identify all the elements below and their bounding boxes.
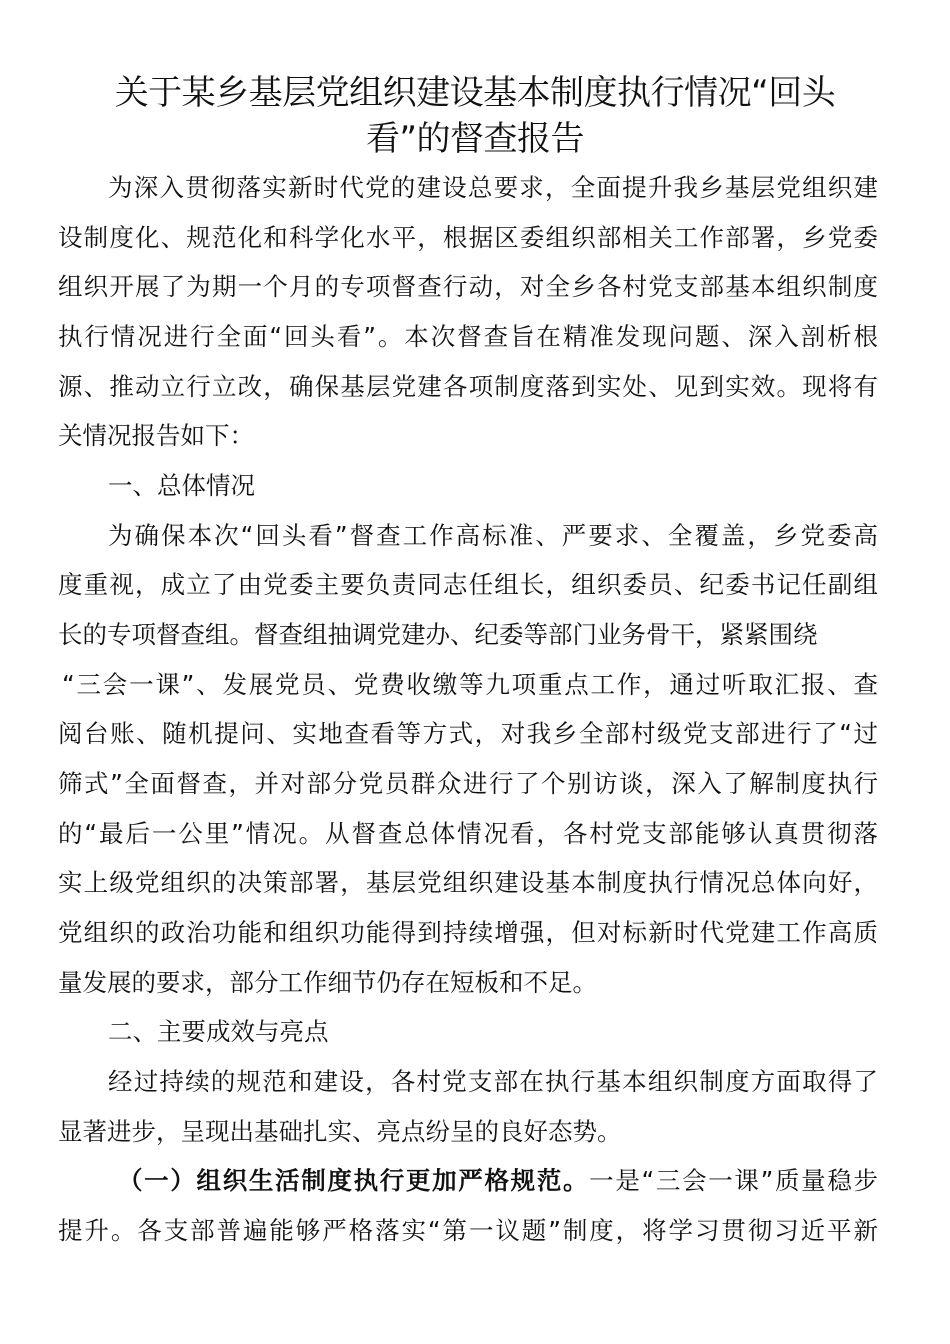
intro-line-2: 设制度化、规范化和科学化水平，根据区委组织部相关工作部署，乡党委: [58, 223, 878, 252]
intro-line-5: 源、推动立行立改，确保基层党建各项制度落到实处、见到实效。现将有: [58, 372, 878, 401]
section-1-line-4: “三会一课”、发展党员、党费收缴等九项重点工作，通过听取汇报、查: [62, 670, 878, 699]
subsection-1-second-line: 提升。各支部普遍能够严格落实“第一议题”制度，将学习贯彻习近平新: [58, 1216, 878, 1245]
section-1-line-3: 长的专项督查组。督查组抽调党建办、纪委等部门业务骨干，紧紧围绕: [58, 620, 818, 649]
section-1-line-2: 度重视，成立了由党委主要负责同志任组长，组织委员、纪委书记任副组: [58, 570, 878, 599]
section-1-line-1: 为确保本次“回头看”督查工作高标准、严要求、全覆盖，乡党委高: [108, 521, 878, 550]
subsection-1-bold-lead: （一）组织生活制度执行更加严格规范。: [118, 1166, 590, 1195]
intro-line-6: 关情况报告如下：: [58, 421, 254, 450]
section-1-line-7: 的“最后一公里”情况。从督查总体情况看，各村党支部能够认真贯彻落: [58, 819, 878, 848]
document-title-line-1: 关于某乡基层党组织建设基本制度执行情况“回头: [114, 73, 836, 113]
section-2-heading: 二、主要成效与亮点: [108, 1017, 329, 1046]
section-1-heading: 一、总体情况: [108, 471, 255, 500]
subsection-1-text: 一是“三会一课”质量稳步: [589, 1166, 878, 1195]
section-2-line-1: 经过持续的规范和建设，各村党支部在执行基本组织制度方面取得了: [108, 1067, 878, 1096]
section-2-line-2: 显著进步，呈现出基础扎实、亮点纷呈的良好态势。: [58, 1117, 622, 1146]
subsection-1-first-line: [118, 1165, 878, 1197]
intro-line-4: 执行情况进行全面“回头看”。本次督查旨在精准发现问题、深入剖析根: [58, 322, 878, 351]
intro-line-1: 为深入贯彻落实新时代党的建设总要求，全面提升我乡基层党组织建: [108, 173, 878, 202]
section-1-line-6: 筛式”全面督查，并对部分党员群众进行了个别访谈，深入了解制度执行: [58, 769, 878, 798]
section-1-line-8: 实上级党组织的决策部署，基层党组织建设基本制度执行情况总体向好，: [58, 868, 878, 897]
intro-line-3: 组织开展了为期一个月的专项督查行动，对全乡各村党支部基本组织制度: [58, 272, 878, 301]
section-1-line-5: 阅台账、随机提问、实地查看等方式，对我乡全部村级党支部进行了“过: [58, 719, 878, 748]
document-title-line-2: 看”的督查报告: [365, 119, 585, 159]
section-1-line-10: 量发展的要求，部分工作细节仍存在短板和不足。: [58, 968, 597, 997]
section-1-line-9: 党组织的政治功能和组织功能得到持续增强，但对标新时代党建工作高质: [58, 918, 878, 947]
